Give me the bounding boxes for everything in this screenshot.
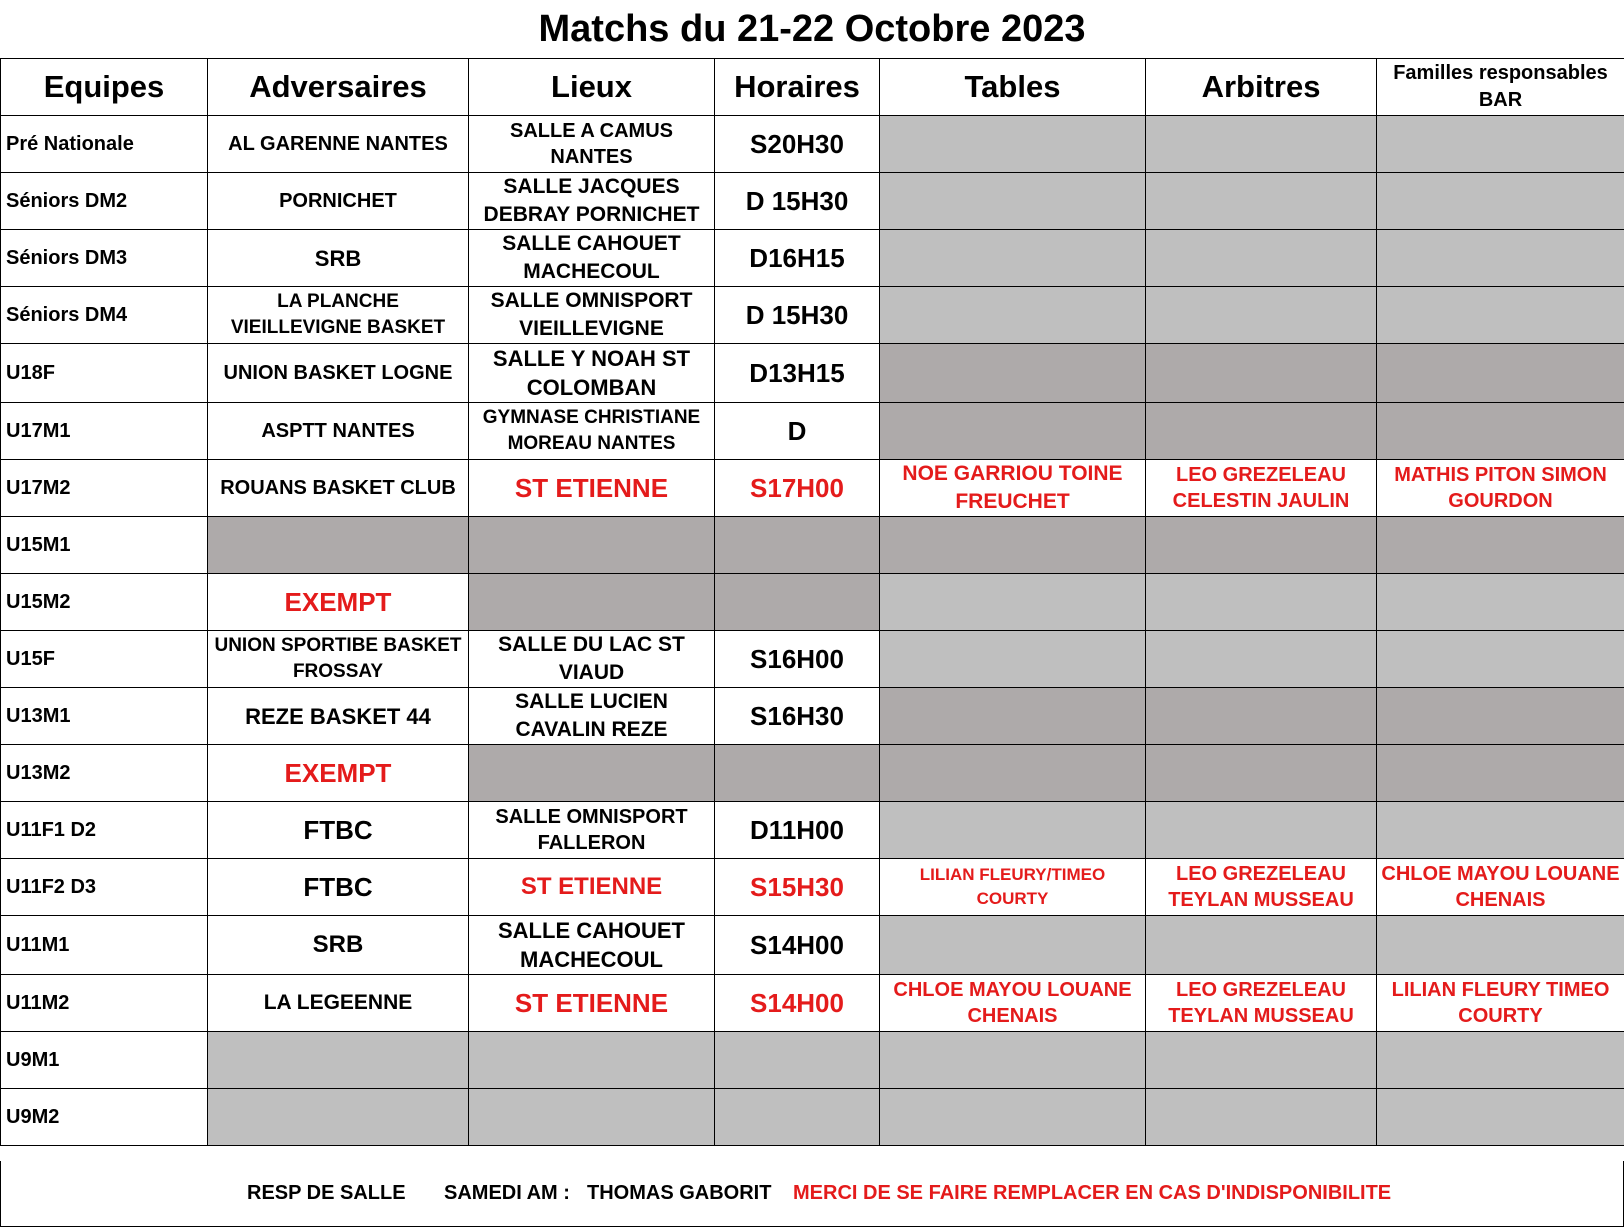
time-cell: S14H00 (715, 916, 880, 975)
bar-cell (1377, 287, 1624, 344)
team-cell: U18F (1, 344, 208, 403)
tables-cell: NOE GARRIOU TOINE FREUCHET (880, 460, 1146, 517)
opponent-cell: PORNICHET (208, 173, 469, 230)
venue-cell: SALLE LUCIEN CAVALIN REZE (469, 688, 715, 745)
team-cell: U11M1 (1, 916, 208, 975)
table-row (1, 1032, 1624, 1089)
opponent-cell: FTBC (208, 859, 469, 916)
tables-cell (880, 1032, 1146, 1089)
time-cell: S14H00 (715, 975, 880, 1032)
opponent-cell (208, 1032, 469, 1089)
arbitres-cell (1146, 745, 1377, 802)
table-row (1, 116, 1624, 173)
tables-cell: CHLOE MAYOU LOUANE CHENAIS (880, 975, 1146, 1032)
bar-cell (1377, 916, 1624, 975)
footer-samedi-label: SAMEDI AM : (444, 1182, 570, 1204)
opponent-cell: SRB (208, 916, 469, 975)
time-cell: D11H00 (715, 802, 880, 859)
time-cell (715, 574, 880, 631)
bar-cell (1377, 1032, 1624, 1089)
venue-cell (469, 745, 715, 802)
time-cell: D 15H30 (715, 287, 880, 344)
arbitres-cell (1146, 517, 1377, 574)
time-cell: S20H30 (715, 116, 880, 173)
arbitres-cell (1146, 1089, 1377, 1146)
tables-cell (880, 230, 1146, 287)
tables-cell (880, 344, 1146, 403)
venue-cell (469, 1089, 715, 1146)
bar-cell (1377, 688, 1624, 745)
opponent-cell: EXEMPT (208, 745, 469, 802)
tables-cell: LILIAN FLEURY/TIMEO COURTY (880, 859, 1146, 916)
tables-cell (880, 574, 1146, 631)
tables-cell (880, 517, 1146, 574)
time-cell: D13H15 (715, 344, 880, 403)
tables-cell (880, 745, 1146, 802)
opponent-cell: EXEMPT (208, 574, 469, 631)
team-cell: U17M2 (1, 460, 208, 517)
arbitres-cell (1146, 631, 1377, 688)
opponent-cell: UNION BASKET LOGNE (208, 344, 469, 403)
bar-cell (1377, 173, 1624, 230)
table-row (1, 631, 1624, 688)
opponent-cell: ROUANS BASKET CLUB (208, 460, 469, 517)
table-row (1, 460, 1624, 517)
table-row (1, 859, 1624, 916)
arbitres-cell: LEO GREZELEAU TEYLAN MUSSEAU (1146, 975, 1377, 1032)
opponent-cell (208, 517, 469, 574)
bar-cell (1377, 745, 1624, 802)
time-cell (715, 517, 880, 574)
arbitres-cell (1146, 403, 1377, 460)
time-cell: S15H30 (715, 859, 880, 916)
bar-cell: LILIAN FLEURY TIMEO COURTY (1377, 975, 1624, 1032)
arbitres-cell (1146, 116, 1377, 173)
arbitres-cell (1146, 287, 1377, 344)
venue-cell: ST ETIENNE (469, 859, 715, 916)
time-cell: S17H00 (715, 460, 880, 517)
bar-cell (1377, 230, 1624, 287)
arbitres-cell (1146, 688, 1377, 745)
arbitres-cell (1146, 230, 1377, 287)
arbitres-cell (1146, 802, 1377, 859)
team-cell: U15M1 (1, 517, 208, 574)
tables-cell (880, 688, 1146, 745)
time-cell: S16H00 (715, 631, 880, 688)
venue-cell: SALLE DU LAC ST VIAUD (469, 631, 715, 688)
tables-cell (880, 403, 1146, 460)
venue-cell (469, 1032, 715, 1089)
venue-cell (469, 517, 715, 574)
team-cell: U9M1 (1, 1032, 208, 1089)
table-row (1, 688, 1624, 745)
arbitres-cell (1146, 574, 1377, 631)
opponent-cell: AL GARENNE NANTES (208, 116, 469, 173)
table-row (1, 287, 1624, 344)
team-cell: U11F2 D3 (1, 859, 208, 916)
venue-cell: GYMNASE CHRISTIANE MOREAU NANTES (469, 403, 715, 460)
venue-cell (469, 574, 715, 631)
footer-resp-label: RESP DE SALLE (247, 1182, 406, 1204)
opponent-cell: UNION SPORTIBE BASKET FROSSAY (208, 631, 469, 688)
bar-cell (1377, 631, 1624, 688)
bar-cell (1377, 1089, 1624, 1146)
venue-cell: SALLE CAHOUET MACHECOUL (469, 230, 715, 287)
time-cell (715, 1089, 880, 1146)
bar-cell (1377, 116, 1624, 173)
footer-notice: MERCI DE SE FAIRE REMPLACER EN CAS D'INDISPONIBILITE (793, 1182, 1392, 1204)
bar-cell (1377, 802, 1624, 859)
bar-cell: MATHIS PITON SIMON GOURDON (1377, 460, 1624, 517)
footer-resp-name: THOMAS GABORIT (587, 1182, 772, 1204)
bar-cell: CHLOE MAYOU LOUANE CHENAIS (1377, 859, 1624, 916)
bar-cell (1377, 574, 1624, 631)
opponent-cell: LA PLANCHE VIEILLEVIGNE BASKET (208, 287, 469, 344)
table-row (1, 344, 1624, 403)
team-cell: U15M2 (1, 574, 208, 631)
table-row (1, 173, 1624, 230)
team-cell: U13M1 (1, 688, 208, 745)
team-cell: U13M2 (1, 745, 208, 802)
opponent-cell: LA LEGEENNE (208, 975, 469, 1032)
arbitres-cell (1146, 173, 1377, 230)
bar-cell (1377, 517, 1624, 574)
header-arbitres: Arbitres (1146, 59, 1377, 116)
venue-cell: ST ETIENNE (469, 975, 715, 1032)
tables-cell (880, 631, 1146, 688)
footer-bar (0, 1161, 1624, 1227)
venue-cell: SALLE Y NOAH ST COLOMBAN (469, 344, 715, 403)
table-row (1, 975, 1624, 1032)
header-lieux: Lieux (469, 59, 715, 116)
opponent-cell: ASPTT NANTES (208, 403, 469, 460)
header-tables: Tables (880, 59, 1146, 116)
team-cell: U9M2 (1, 1089, 208, 1146)
time-cell (715, 1032, 880, 1089)
venue-cell: SALLE CAHOUET MACHECOUL (469, 916, 715, 975)
bar-cell (1377, 403, 1624, 460)
team-cell: U11F1 D2 (1, 802, 208, 859)
header-equipes: Equipes (1, 59, 208, 116)
venue-cell: SALLE OMNISPORT VIEILLEVIGNE (469, 287, 715, 344)
team-cell: Séniors DM2 (1, 173, 208, 230)
tables-cell (880, 916, 1146, 975)
time-cell: D16H15 (715, 230, 880, 287)
bar-cell (1377, 344, 1624, 403)
venue-cell: SALLE JACQUES DEBRAY PORNICHET (469, 173, 715, 230)
arbitres-cell (1146, 344, 1377, 403)
team-cell: U11M2 (1, 975, 208, 1032)
team-cell: U15F (1, 631, 208, 688)
time-cell: D 15H30 (715, 173, 880, 230)
opponent-cell (208, 1089, 469, 1146)
arbitres-cell: LEO GREZELEAU TEYLAN MUSSEAU (1146, 859, 1377, 916)
page-title: Matchs du 21-22 Octobre 2023 (538, 8, 1086, 50)
tables-cell (880, 1089, 1146, 1146)
table-row (1, 802, 1624, 859)
table-row (1, 916, 1624, 975)
opponent-cell: REZE BASKET 44 (208, 688, 469, 745)
table-row (1, 574, 1624, 631)
team-cell: Séniors DM4 (1, 287, 208, 344)
tables-cell (880, 173, 1146, 230)
tables-cell (880, 802, 1146, 859)
arbitres-cell (1146, 916, 1377, 975)
team-cell: U17M1 (1, 403, 208, 460)
table-row (1, 403, 1624, 460)
team-cell: Pré Nationale (1, 116, 208, 173)
time-cell (715, 745, 880, 802)
table-row (1, 517, 1624, 574)
header-row (1, 59, 1624, 116)
table-row (1, 230, 1624, 287)
time-cell: S16H30 (715, 688, 880, 745)
arbitres-cell: LEO GREZELEAU CELESTIN JAULIN (1146, 460, 1377, 517)
table-row (1, 745, 1624, 802)
venue-cell: SALLE A CAMUS NANTES (469, 116, 715, 173)
header-horaires: Horaires (715, 59, 880, 116)
opponent-cell: FTBC (208, 802, 469, 859)
team-cell: Séniors DM3 (1, 230, 208, 287)
schedule-table (0, 58, 1624, 1146)
time-cell: D (715, 403, 880, 460)
opponent-cell: SRB (208, 230, 469, 287)
tables-cell (880, 116, 1146, 173)
tables-cell (880, 287, 1146, 344)
header-adversaires: Adversaires (208, 59, 469, 116)
arbitres-cell (1146, 1032, 1377, 1089)
venue-cell: SALLE OMNISPORT FALLERON (469, 802, 715, 859)
header-familles-bar: Familles responsables BAR (1377, 59, 1624, 116)
venue-cell: ST ETIENNE (469, 460, 715, 517)
table-row (1, 1089, 1624, 1146)
